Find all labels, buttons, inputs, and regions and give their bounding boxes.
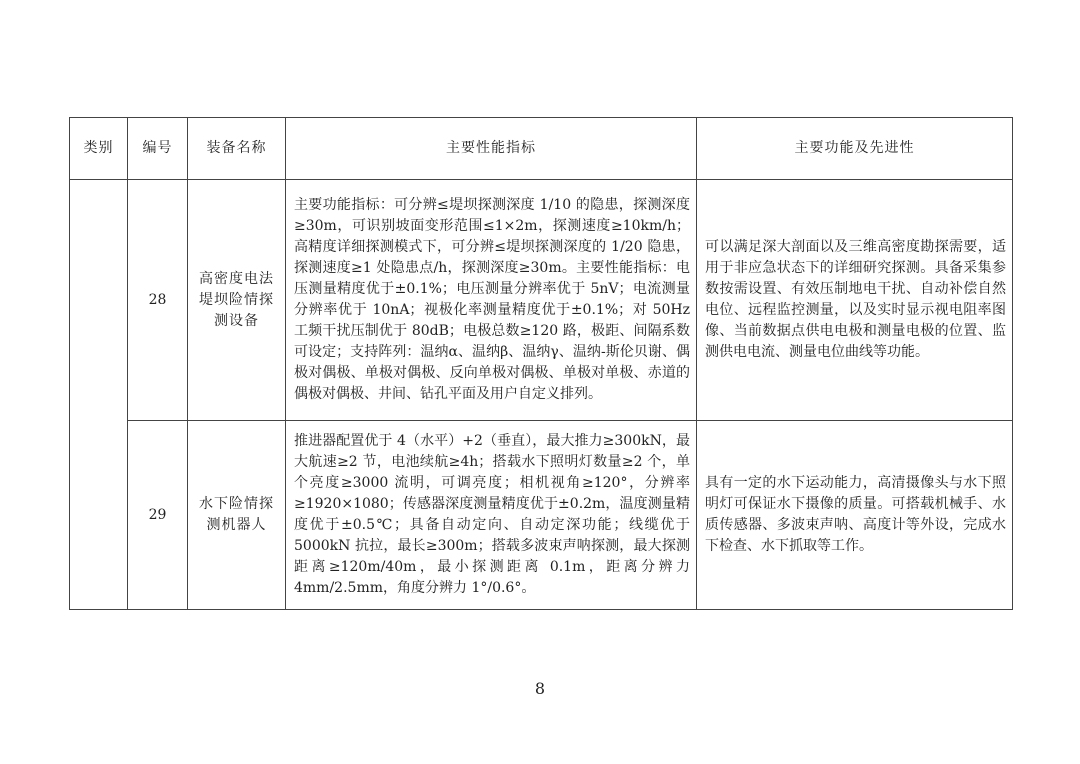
page-number: 8 (534, 679, 546, 698)
header-name: 装备名称 (188, 118, 286, 180)
performance-cell: 推进器配置优于 4（水平）+2（垂直），最大推力≥300kN，最大航速≥2 节，电池续航≥4h；搭载水下照明灯数量≥2 个，单个亮度≥3000 流明，可调亮度；相机视角≥120°，分辨率≥1920×1080；传感器深度测量精度优于±0.2m，温度测量精度优于±0.5℃；具备自动定向、自动定深功能；线缆优于 5000kN 抗拉，最长≥300m；搭载多波束声呐探测，最大探测距离≥120m/40m，最小探测距离 0.1m，距离分辨力 4mm/2.5mm，角度分辨力 1°/0.6°。 (286, 421, 697, 610)
header-performance: 主要性能指标 (286, 118, 697, 180)
performance-cell: 主要功能指标：可分辨≤堤坝探测深度 1/10 的隐患，探测深度≥30m，可识别坡面变形范围≤1×2m，探测速度≥10km/h；高精度详细探测模式下，可分辨≤堤坝探测深度的 1/20 隐患，探测速度≥1 处隐患点/h，探测深度≥30m。主要性能指标：电压测量精度优于±0.1%；电压测量分辨率优于 5nV；电流测量分辨率优于 10nA；视极化率测量精度优于±0.1%；对 50Hz 工频干扰压制优于 80dB；电极总数≥120 路，极距、间隔系数可设定；支持阵列：温纳α、温纳β、温纳γ、温纳-斯伦贝谢、偶极对偶极、单极对偶极、反向单极对偶极、单极对单极、赤道的偶极对偶极、井间、钻孔平面及用户自定义排列。 (286, 180, 697, 421)
row-number: 29 (128, 421, 188, 610)
equipment-table (69, 117, 1013, 610)
table-row (70, 180, 1013, 421)
equipment-name-text: 水下险情探测机器人 (199, 496, 274, 533)
table-header-row (70, 118, 1013, 180)
table-row (70, 421, 1013, 610)
header-function: 主要功能及先进性 (697, 118, 1013, 180)
category-cell (70, 180, 128, 610)
function-cell: 具有一定的水下运动能力，高清摄像头与水下照明灯可保证水下摄像的质量。可搭载机械手、水质传感器、多波束声呐、高度计等外设，完成水下检查、水下抓取等工作。 (697, 421, 1013, 610)
header-category: 类别 (70, 118, 128, 180)
equipment-name-text: 高密度电法堤坝险情探测设备 (199, 270, 274, 329)
header-number: 编号 (128, 118, 188, 180)
function-cell: 可以满足深大剖面以及三维高密度勘探需要，适用于非应急状态下的详细研究探测。具备采集参数按需设置、有效压制地电干扰、自动补偿自然电位、远程监控测量，以及实时显示视电阻率图像、当前数据点供电电极和测量电极的位置、监测供电电流、测量电位曲线等功能。 (697, 180, 1013, 421)
equipment-name (188, 180, 286, 421)
row-number: 28 (128, 180, 188, 421)
equipment-name (188, 421, 286, 610)
